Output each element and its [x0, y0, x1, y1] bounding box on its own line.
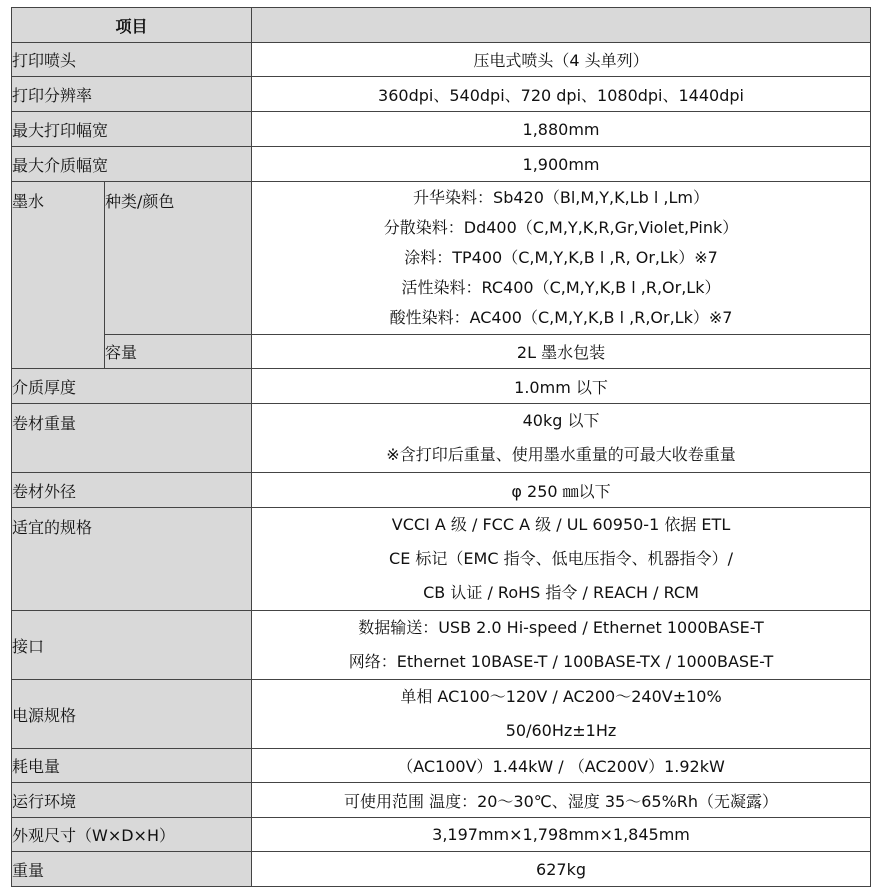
row-label: 电源规格: [12, 680, 252, 749]
value-line: 网络：Ethernet 10BASE-T / 100BASE-TX / 1000BASE-T: [348, 652, 774, 671]
value-line: 单相 AC100～120V / AC200～240V±10%: [400, 687, 722, 706]
row-label: 适宜的规格: [12, 508, 252, 611]
spec-table: [11, 7, 871, 887]
value-line: VCCI A 级 / FCC A 级 / UL 60950-1 依据 ETL: [391, 515, 731, 534]
ink-type-line: 活性染料：RC400（C,M,Y,K,B l ,R,Or,Lk）: [401, 278, 721, 297]
row-label: 运行环境: [12, 783, 252, 818]
row-power: [12, 680, 871, 749]
ink-type-line: 分散染料：Dd400（C,M,Y,K,R,Gr,Violet,Pink）: [383, 218, 739, 237]
row-label: 重量: [12, 852, 252, 887]
ink-type-values: [252, 182, 871, 335]
row-max-print-width: [12, 112, 871, 147]
row-resolution: [12, 77, 871, 112]
value-line: CE 标记（EMC 指令、低电压指令、机器指令）/: [389, 549, 733, 568]
ink-type-line: 升华染料：Sb420（Bl,M,Y,K,Lb l ,Lm）: [413, 188, 709, 207]
row-label: 卷材重量: [12, 404, 252, 473]
row-value: 1,880mm: [252, 112, 871, 147]
row-roll-diameter: [12, 473, 871, 508]
row-value: 1,900mm: [252, 147, 871, 182]
row-ink-types: [12, 182, 871, 335]
row-value: [252, 404, 871, 473]
value-line: 数据输送：USB 2.0 Hi-speed / Ethernet 1000BASE-T: [358, 618, 764, 637]
row-value: 3,197mm×1,798mm×1,845mm: [252, 818, 871, 852]
row-value: 627kg: [252, 852, 871, 887]
row-label: 打印分辨率: [12, 77, 252, 112]
row-value: 1.0mm 以下: [252, 369, 871, 404]
row-label: 耗电量: [12, 749, 252, 783]
ink-capacity-value: 2L 墨水包装: [252, 335, 871, 369]
header-value: [252, 8, 871, 43]
value-line: ※含打印后重量、使用墨水重量的可最大收卷重量: [386, 445, 736, 464]
row-value: [252, 611, 871, 680]
row-ink-capacity: [12, 335, 871, 369]
header-item: 项目: [12, 8, 252, 43]
header-row: [12, 8, 871, 43]
row-environment: [12, 783, 871, 818]
ink-label: 墨水: [12, 182, 105, 369]
row-value: [252, 508, 871, 611]
row-label: 打印喷头: [12, 43, 252, 77]
row-media-thickness: [12, 369, 871, 404]
row-print-head: [12, 43, 871, 77]
row-value: 可使用范围 温度：20～30℃、湿度 35～65%Rh（无凝露）: [252, 783, 871, 818]
row-standards: [12, 508, 871, 611]
value-line: 40kg 以下: [522, 411, 600, 430]
ink-capacity-label: 容量: [105, 335, 252, 369]
ink-type-label: 种类/颜色: [105, 182, 252, 335]
value-line: CB 认证 / RoHS 指令 / REACH / RCM: [423, 583, 699, 602]
row-label: 卷材外径: [12, 473, 252, 508]
row-label: 外观尺寸（W×D×H）: [12, 818, 252, 852]
row-label: 接口: [12, 611, 252, 680]
row-value: 压电式喷头（4 头单列）: [252, 43, 871, 77]
row-label: 介质厚度: [12, 369, 252, 404]
row-roll-weight: [12, 404, 871, 473]
row-value: 360dpi、540dpi、720 dpi、1080dpi、1440dpi: [252, 77, 871, 112]
row-max-media-width: [12, 147, 871, 182]
row-interface: [12, 611, 871, 680]
value-line: 50/60Hz±1Hz: [505, 721, 617, 740]
row-dimensions: [12, 818, 871, 852]
row-weight: [12, 852, 871, 887]
row-value: （AC100V）1.44kW / （AC200V）1.92kW: [252, 749, 871, 783]
row-label: 最大介质幅宽: [12, 147, 252, 182]
row-value: [252, 680, 871, 749]
row-consumption: [12, 749, 871, 783]
row-value: φ 250 ㎜以下: [252, 473, 871, 508]
row-label: 最大打印幅宽: [12, 112, 252, 147]
ink-type-line: 涂料：TP400（C,M,Y,K,B l ,R, Or,Lk）※7: [404, 248, 718, 267]
ink-type-line: 酸性染料：AC400（C,M,Y,K,B l ,R,Or,Lk）※7: [389, 308, 733, 327]
